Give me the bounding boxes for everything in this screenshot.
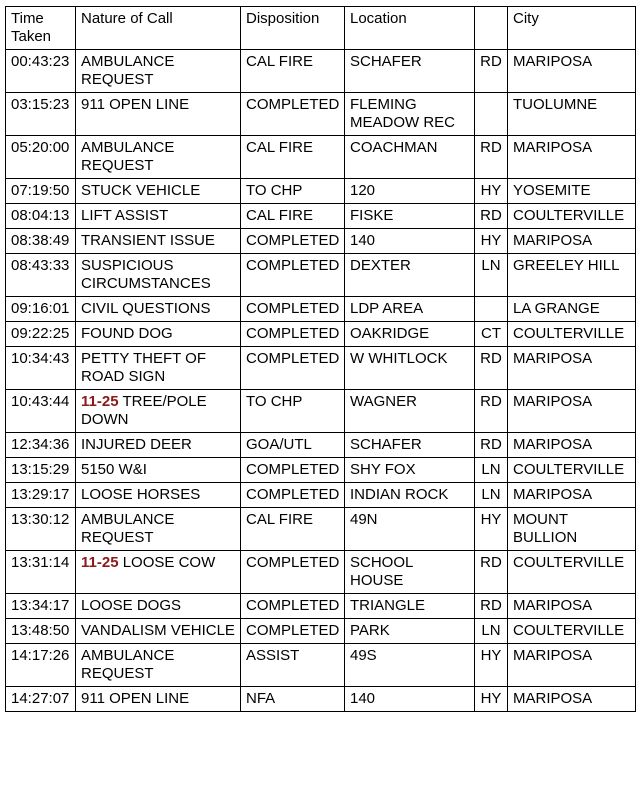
cell-city: MARIPOSA xyxy=(508,136,636,179)
nature-text: LIFT ASSIST xyxy=(81,207,169,224)
header-location: Location xyxy=(345,7,475,50)
cell-nature xyxy=(76,322,241,347)
cell-city: MARIPOSA xyxy=(508,390,636,433)
nature-text: LOOSE DOGS xyxy=(81,597,182,614)
cell-disposition: COMPLETED xyxy=(241,594,345,619)
cell-location: FISKE xyxy=(345,204,475,229)
cell-time: 10:43:44 xyxy=(6,390,76,433)
cell-time: 13:34:17 xyxy=(6,594,76,619)
cell-road-type: HY xyxy=(475,179,508,204)
header-code xyxy=(475,7,508,50)
cell-location: 140 xyxy=(345,229,475,254)
cell-location: DEXTER xyxy=(345,254,475,297)
cell-city: MARIPOSA xyxy=(508,644,636,687)
cell-nature xyxy=(76,458,241,483)
cell-disposition: ASSIST xyxy=(241,644,345,687)
table-row xyxy=(6,93,636,136)
cell-nature xyxy=(76,93,241,136)
cell-road-type: RD xyxy=(475,204,508,229)
cell-location: SHY FOX xyxy=(345,458,475,483)
cell-time: 10:34:43 xyxy=(6,347,76,390)
table-row xyxy=(6,687,636,712)
cell-city: MARIPOSA xyxy=(508,50,636,93)
nature-text: AMBULANCE REQUEST xyxy=(81,511,175,546)
cell-nature xyxy=(76,254,241,297)
table-row xyxy=(6,322,636,347)
table-row xyxy=(6,390,636,433)
nature-text: LOOSE HORSES xyxy=(81,486,201,503)
cell-nature xyxy=(76,551,241,594)
cell-location: SCHAFER xyxy=(345,50,475,93)
cell-time: 05:20:00 xyxy=(6,136,76,179)
cell-nature xyxy=(76,204,241,229)
cell-nature xyxy=(76,594,241,619)
cell-location: COACHMAN xyxy=(345,136,475,179)
cell-road-type: HY xyxy=(475,508,508,551)
cell-time: 13:15:29 xyxy=(6,458,76,483)
header-time: Time Taken xyxy=(6,7,76,50)
nature-text: VANDALISM VEHICLE xyxy=(81,622,235,639)
cell-disposition: NFA xyxy=(241,687,345,712)
cell-disposition: COMPLETED xyxy=(241,483,345,508)
cell-disposition: TO CHP xyxy=(241,390,345,433)
cell-road-type: HY xyxy=(475,229,508,254)
table-row xyxy=(6,644,636,687)
nature-text: AMBULANCE REQUEST xyxy=(81,53,175,88)
cell-road-type: RD xyxy=(475,390,508,433)
cell-time: 14:17:26 xyxy=(6,644,76,687)
cell-location: LDP AREA xyxy=(345,297,475,322)
cell-city: MARIPOSA xyxy=(508,229,636,254)
header-city: City xyxy=(508,7,636,50)
cell-road-type: HY xyxy=(475,644,508,687)
cell-road-type: RD xyxy=(475,594,508,619)
cell-disposition: TO CHP xyxy=(241,179,345,204)
cell-time: 13:31:14 xyxy=(6,551,76,594)
cell-city: YOSEMITE xyxy=(508,179,636,204)
cell-city: MARIPOSA xyxy=(508,483,636,508)
cell-location: OAKRIDGE xyxy=(345,322,475,347)
cell-nature xyxy=(76,347,241,390)
cell-location: 49N xyxy=(345,508,475,551)
cell-road-type xyxy=(475,93,508,136)
header-row xyxy=(6,7,636,50)
cell-nature xyxy=(76,297,241,322)
cell-disposition: CAL FIRE xyxy=(241,204,345,229)
cell-road-type: RD xyxy=(475,433,508,458)
table-row xyxy=(6,229,636,254)
cell-disposition: GOA/UTL xyxy=(241,433,345,458)
cell-nature xyxy=(76,390,241,433)
cell-road-type: HY xyxy=(475,687,508,712)
cell-disposition: CAL FIRE xyxy=(241,508,345,551)
call-log-table xyxy=(5,6,636,712)
cell-disposition: COMPLETED xyxy=(241,347,345,390)
table-row xyxy=(6,297,636,322)
cell-location: PARK xyxy=(345,619,475,644)
cell-disposition: COMPLETED xyxy=(241,619,345,644)
table-row xyxy=(6,483,636,508)
cell-time: 07:19:50 xyxy=(6,179,76,204)
cell-disposition: COMPLETED xyxy=(241,322,345,347)
cell-location: SCHOOL HOUSE xyxy=(345,551,475,594)
cell-time: 08:04:13 xyxy=(6,204,76,229)
nature-text: AMBULANCE REQUEST xyxy=(81,139,175,174)
cell-road-type: RD xyxy=(475,347,508,390)
cell-nature xyxy=(76,619,241,644)
nature-text: FOUND DOG xyxy=(81,325,173,342)
cell-time: 09:16:01 xyxy=(6,297,76,322)
cell-location: WAGNER xyxy=(345,390,475,433)
cell-disposition: COMPLETED xyxy=(241,93,345,136)
cell-disposition: COMPLETED xyxy=(241,297,345,322)
nature-text: 911 OPEN LINE xyxy=(81,96,190,113)
cell-location: INDIAN ROCK xyxy=(345,483,475,508)
table-row xyxy=(6,458,636,483)
cell-road-type: LN xyxy=(475,483,508,508)
call-code-prefix: 11-25 xyxy=(81,554,119,571)
cell-nature xyxy=(76,50,241,93)
cell-time: 08:38:49 xyxy=(6,229,76,254)
cell-nature xyxy=(76,687,241,712)
table-row xyxy=(6,204,636,229)
cell-city: MARIPOSA xyxy=(508,594,636,619)
cell-location: 49S xyxy=(345,644,475,687)
cell-location: W WHITLOCK xyxy=(345,347,475,390)
table-row xyxy=(6,136,636,179)
nature-text: AMBULANCE REQUEST xyxy=(81,647,175,682)
cell-nature xyxy=(76,179,241,204)
cell-nature xyxy=(76,136,241,179)
cell-time: 12:34:36 xyxy=(6,433,76,458)
cell-road-type: RD xyxy=(475,50,508,93)
cell-road-type: RD xyxy=(475,136,508,179)
cell-disposition: COMPLETED xyxy=(241,254,345,297)
cell-road-type: LN xyxy=(475,458,508,483)
cell-location: TRIANGLE xyxy=(345,594,475,619)
cell-city: COULTERVILLE xyxy=(508,322,636,347)
nature-text: 911 OPEN LINE xyxy=(81,690,190,707)
cell-road-type xyxy=(475,297,508,322)
cell-road-type: RD xyxy=(475,551,508,594)
cell-city: MOUNT BULLION xyxy=(508,508,636,551)
nature-text: TRANSIENT ISSUE xyxy=(81,232,215,249)
cell-road-type: LN xyxy=(475,254,508,297)
nature-text: LOOSE COW xyxy=(122,554,216,571)
cell-nature xyxy=(76,644,241,687)
table-row xyxy=(6,179,636,204)
cell-city: MARIPOSA xyxy=(508,433,636,458)
header-disposition: Disposition xyxy=(241,7,345,50)
cell-road-type: LN xyxy=(475,619,508,644)
cell-city: COULTERVILLE xyxy=(508,619,636,644)
nature-text: INJURED DEER xyxy=(81,436,192,453)
nature-text: 5150 W&I xyxy=(81,461,147,478)
cell-city: MARIPOSA xyxy=(508,347,636,390)
cell-time: 09:22:25 xyxy=(6,322,76,347)
cell-location: FLEMING MEADOW REC xyxy=(345,93,475,136)
cell-city: COULTERVILLE xyxy=(508,458,636,483)
cell-nature xyxy=(76,229,241,254)
cell-disposition: COMPLETED xyxy=(241,551,345,594)
cell-time: 13:30:12 xyxy=(6,508,76,551)
table-row xyxy=(6,551,636,594)
nature-text: PETTY THEFT OF ROAD SIGN xyxy=(81,350,207,385)
cell-nature xyxy=(76,483,241,508)
table-row xyxy=(6,254,636,297)
cell-time: 13:29:17 xyxy=(6,483,76,508)
cell-location: 140 xyxy=(345,687,475,712)
nature-text: SUSPICIOUS CIRCUMSTANCES xyxy=(81,257,211,292)
cell-time: 13:48:50 xyxy=(6,619,76,644)
cell-city: COULTERVILLE xyxy=(508,551,636,594)
table-row xyxy=(6,619,636,644)
cell-city: TUOLUMNE xyxy=(508,93,636,136)
cell-disposition: CAL FIRE xyxy=(241,50,345,93)
nature-text: CIVIL QUESTIONS xyxy=(81,300,211,317)
header-nature: Nature of Call xyxy=(76,7,241,50)
table-row xyxy=(6,594,636,619)
table-row xyxy=(6,347,636,390)
cell-city: MARIPOSA xyxy=(508,687,636,712)
call-code-prefix: 11-25 xyxy=(81,393,119,410)
table-row xyxy=(6,433,636,458)
cell-time: 00:43:23 xyxy=(6,50,76,93)
cell-nature xyxy=(76,508,241,551)
cell-location: SCHAFER xyxy=(345,433,475,458)
cell-road-type: CT xyxy=(475,322,508,347)
cell-disposition: COMPLETED xyxy=(241,458,345,483)
cell-city: GREELEY HILL xyxy=(508,254,636,297)
cell-disposition: COMPLETED xyxy=(241,229,345,254)
cell-time: 03:15:23 xyxy=(6,93,76,136)
cell-city: LA GRANGE xyxy=(508,297,636,322)
cell-disposition: CAL FIRE xyxy=(241,136,345,179)
table-row xyxy=(6,50,636,93)
nature-text: STUCK VEHICLE xyxy=(81,182,201,199)
cell-city: COULTERVILLE xyxy=(508,204,636,229)
cell-location: 120 xyxy=(345,179,475,204)
cell-time: 08:43:33 xyxy=(6,254,76,297)
nature-text: TREE/POLE DOWN xyxy=(81,393,207,428)
cell-nature xyxy=(76,433,241,458)
table-row xyxy=(6,508,636,551)
cell-time: 14:27:07 xyxy=(6,687,76,712)
